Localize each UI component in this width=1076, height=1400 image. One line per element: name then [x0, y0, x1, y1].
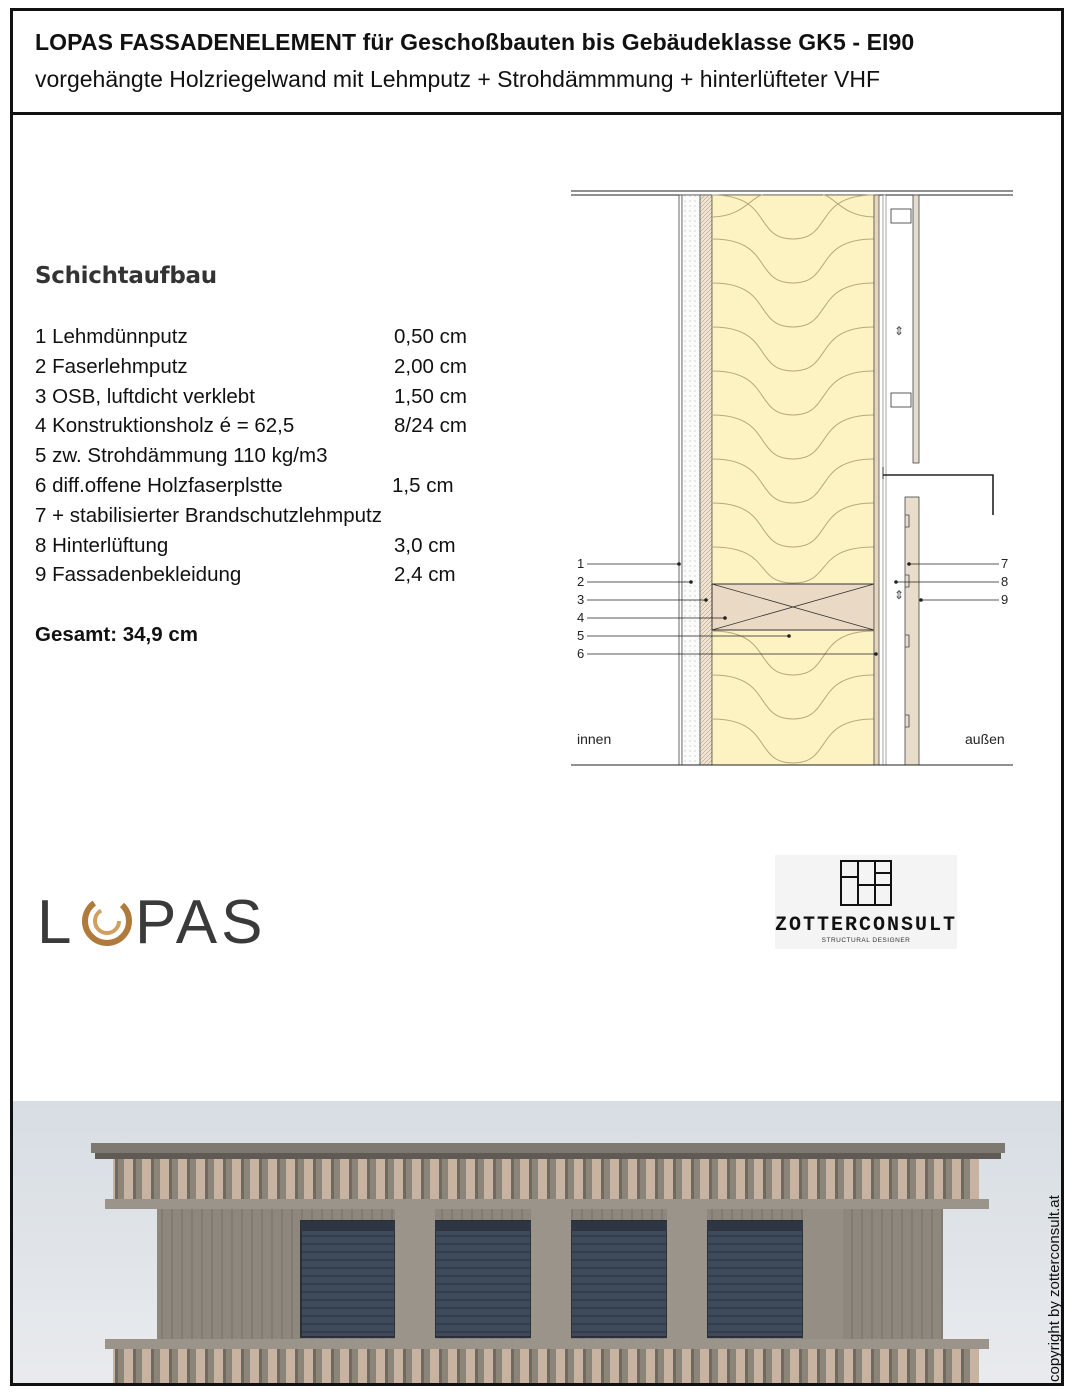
title-box	[13, 11, 1061, 115]
layer-row	[35, 534, 505, 564]
layer-name: 9 Fassadenbekleidung	[35, 563, 242, 587]
lopas-swirl-icon	[85, 899, 129, 943]
layer-row	[35, 325, 505, 355]
timber-stud	[712, 584, 874, 630]
interior-plaster-layers	[679, 195, 712, 765]
building-facade-image	[13, 1101, 1064, 1386]
document-title: LOPAS FASSADENELEMENT für Geschoßbauten bis Gebäudeklasse GK5 - EI90	[35, 29, 915, 55]
svg-text:PAS: PAS	[135, 888, 267, 953]
layer-thickness: 2,00 cm	[394, 354, 467, 378]
outer-layers	[874, 195, 993, 765]
layer-row	[35, 474, 505, 504]
callout-9: 9	[1001, 592, 1009, 607]
svg-text:ZOTTERCONSULT: ZOTTERCONSULT	[775, 914, 957, 937]
callout-8: 8	[1001, 574, 1009, 589]
layer-thickness: 0,50 cm	[394, 325, 467, 348]
layer-row	[35, 504, 505, 534]
label-inside: innen	[577, 731, 612, 747]
layer-thickness: 2,4 cm	[394, 563, 456, 587]
callout-5: 5	[577, 628, 585, 643]
layer-row	[35, 385, 505, 415]
layer-thickness: 1,5 cm	[392, 473, 454, 497]
lopas-logo-letters: L	[37, 888, 76, 953]
total-thickness: Gesamt: 34,9 cm	[35, 623, 198, 646]
svg-text:STRUCTURAL DESIGNER: STRUCTURAL DESIGNER	[821, 937, 911, 944]
callout-1: 1	[577, 556, 585, 571]
callout-4: 4	[577, 610, 585, 625]
svg-text:⇕: ⇕	[894, 588, 905, 602]
callout-6: 6	[577, 646, 585, 661]
label-outside: außen	[965, 731, 1005, 747]
layer-name: 4 Konstruktionsholz é = 62,5	[35, 414, 295, 438]
layer-row	[35, 444, 505, 474]
building-facade-svg	[13, 1101, 1064, 1386]
layer-name: 5 zw. Strohdämmung 110 kg/m3	[35, 444, 328, 468]
layer-row	[35, 414, 505, 444]
lopas-logo	[37, 873, 277, 953]
layer-name: 6 diff.offene Holzfaserplstte	[35, 473, 283, 497]
callout-7: 7	[1001, 556, 1009, 571]
straw-insulation	[712, 195, 874, 765]
callout-3: 3	[577, 592, 585, 607]
layer-row	[35, 563, 505, 593]
document-sheet	[10, 8, 1064, 1386]
layer-name: 3 OSB, luftdicht verklebt	[35, 384, 255, 408]
lopas-logo-svg	[37, 873, 277, 953]
layer-name: 8 Hinterlüftung	[35, 533, 169, 557]
zotter-grid-icon	[841, 861, 891, 905]
slab-edge	[571, 191, 1013, 195]
layer-row	[35, 355, 505, 385]
svg-text:⇕: ⇕	[894, 324, 905, 338]
layer-name: 1 Lehmdünnputz	[35, 325, 188, 348]
zotterconsult-logo-svg	[775, 855, 957, 949]
callout-2: 2	[577, 574, 585, 589]
layer-thickness: 1,50 cm	[394, 384, 467, 408]
document-subtitle: vorgehängte Holzriegelwand mit Lehmputz + Strohdämmmung + hinterlüfteter VHF	[35, 66, 881, 92]
zotterconsult-logo	[775, 855, 957, 949]
layer-thickness: 3,0 cm	[394, 533, 456, 557]
wall-section-drawing	[553, 179, 1013, 779]
wall-section-svg	[553, 179, 1013, 779]
layer-thickness: 8/24 cm	[394, 414, 467, 438]
layers-list	[35, 325, 505, 593]
copyright-note: copyright by zotterconsult.at	[1046, 1195, 1063, 1382]
layer-name: 7 + stabilisierter Brandschutzlehmputz	[35, 503, 382, 527]
layers-heading: Schichtaufbau	[35, 263, 217, 289]
layer-name: 2 Faserlehmputz	[35, 354, 188, 378]
